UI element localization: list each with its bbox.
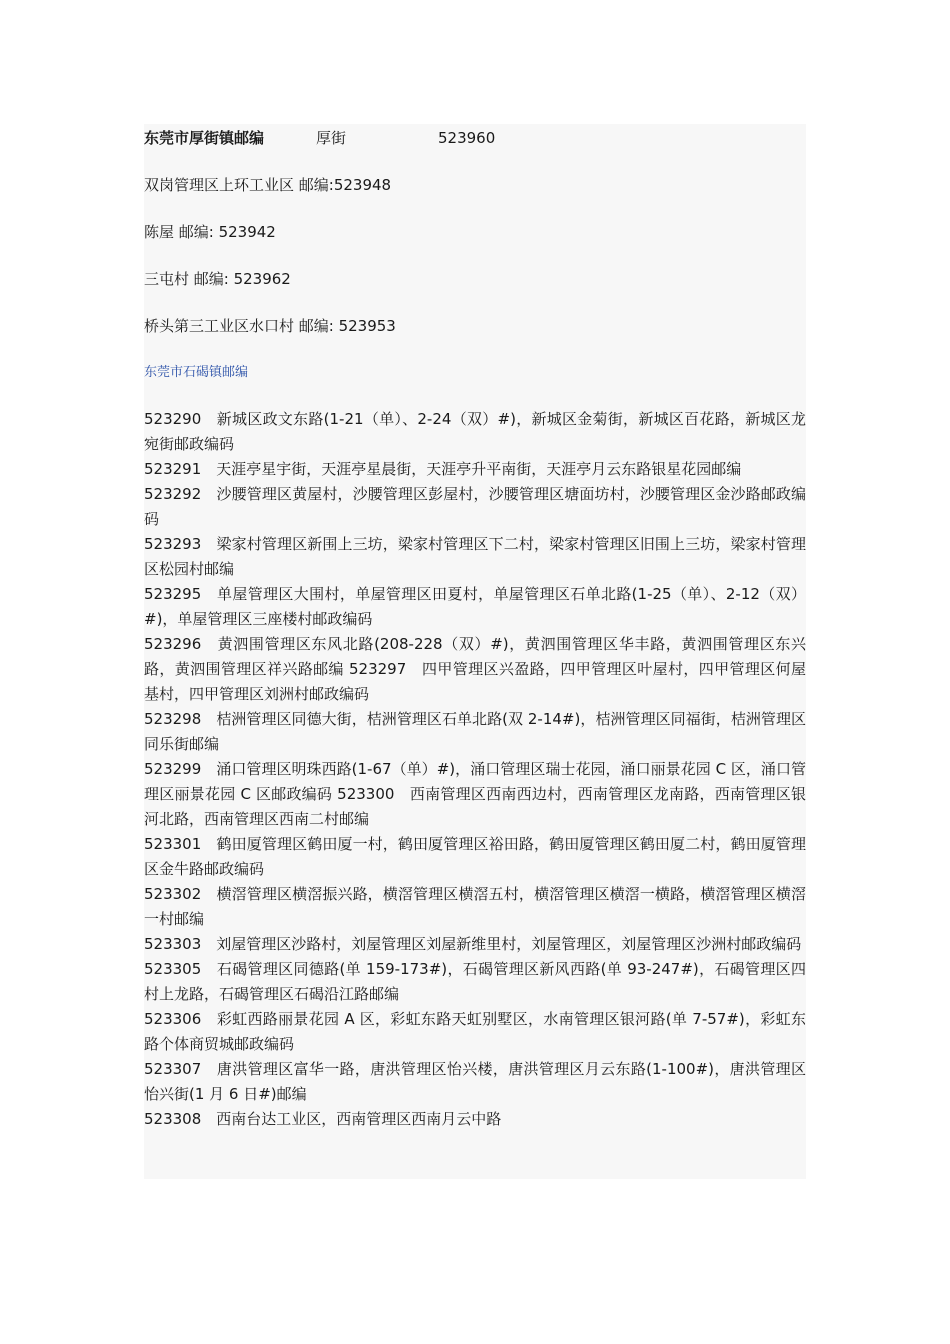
houjie-title: 东莞市厚街镇邮编	[144, 129, 265, 147]
postcode-entry: 523303 刘屋管理区沙路村，刘屋管理区刘屋新维里村，刘屋管理区，刘屋管理区沙洲村邮政编码	[144, 935, 802, 953]
postcode-list	[144, 407, 806, 1132]
postcode-entry: 523306 彩虹西路丽景花园 A 区，彩虹东路天虹别墅区，水南管理区银河路(单 7-57#)，彩虹东路个体商贸城邮政编码	[144, 1010, 806, 1053]
houjie-line: 三屯村 邮编: 523962	[144, 270, 291, 288]
shijie-postcode-link[interactable]: 东莞市石碣镇邮编	[144, 365, 249, 380]
houjie-line: 双岗管理区上环工业区 邮编:523948	[144, 176, 392, 194]
houjie-line: 陈屋 邮编: 523942	[144, 223, 276, 241]
document-page	[144, 124, 806, 1179]
houjie-header	[144, 128, 495, 148]
postcode-entry: 523298 桔洲管理区同德大街，桔洲管理区石单北路(双 2-14#)，桔洲管理区同福街，桔洲管理区同乐街邮编	[144, 710, 806, 753]
postcode-entry: 523295 单屋管理区大围村，单屋管理区田夏村，单屋管理区石单北路(1-25（单）、2-12（双）#)，单屋管理区三座楼村邮政编码	[144, 585, 806, 628]
postcode-entry: 523290 新城区政文东路(1-21（单）、2-24（双）#)，新城区金菊街，新城区百花路，新城区龙宛街邮政编码	[144, 410, 806, 453]
postcode-entry: 523308 西南台达工业区，西南管理区西南月云中路	[144, 1110, 502, 1128]
houjie-line: 桥头第三工业区水口村 邮编: 523953	[144, 317, 396, 335]
houjie-code: 523960	[438, 129, 496, 147]
postcode-entry: 523307 唐洪管理区富华一路，唐洪管理区怡兴楼，唐洪管理区月云东路(1-100#)，唐洪管理区怡兴街(1 月 6 日#)邮编	[144, 1060, 806, 1103]
postcode-entry: 523305 石碣管理区同德路(单 159-173#)，石碣管理区新风西路(单 93-247#)，石碣管理区四村上龙路，石碣管理区石碣沿江路邮编	[144, 960, 806, 1003]
postcode-entry: 523296 黄泗围管理区东风北路(208-228（双）#)，黄泗围管理区华丰路，黄泗围管理区东兴路，黄泗围管理区祥兴路邮编 523297 四甲管理区兴盈路，四甲管理区叶屋村，四甲管理区何屋基村，四甲管理区刘洲村邮政编码	[144, 635, 806, 703]
postcode-entry: 523291 天涯亭星宇街，天涯亭星晨街，天涯亭升平南街，天涯亭月云东路银星花园邮编	[144, 460, 742, 478]
postcode-entry: 523299 涌口管理区明珠西路(1-67（单）#)，涌口管理区瑞士花园，涌口丽景花园 C 区，涌口管理区丽景花园 C 区邮政编码 523300 西南管理区西南西边村，西南管理区龙南路，西南管理区银河北路，西南管理区西南二村邮编	[144, 760, 806, 828]
postcode-entry: 523302 横滘管理区横滘振兴路，横滘管理区横滘五村，横滘管理区横滘一横路，横滘管理区横滘一村邮编	[144, 885, 806, 928]
postcode-entry: 523301 鹤田厦管理区鹤田厦一村，鹤田厦管理区裕田路，鹤田厦管理区鹤田厦二村，鹤田厦管理区金牛路邮政编码	[144, 835, 806, 878]
houjie-abbr: 厚街	[316, 129, 347, 147]
postcode-entry: 523293 梁家村管理区新围上三坊，梁家村管理区下二村，梁家村管理区旧围上三坊，梁家村管理区松园村邮编	[144, 535, 806, 578]
postcode-entry: 523292 沙腰管理区黄屋村，沙腰管理区彭屋村，沙腰管理区塘面坊村，沙腰管理区金沙路邮政编码	[144, 485, 806, 528]
